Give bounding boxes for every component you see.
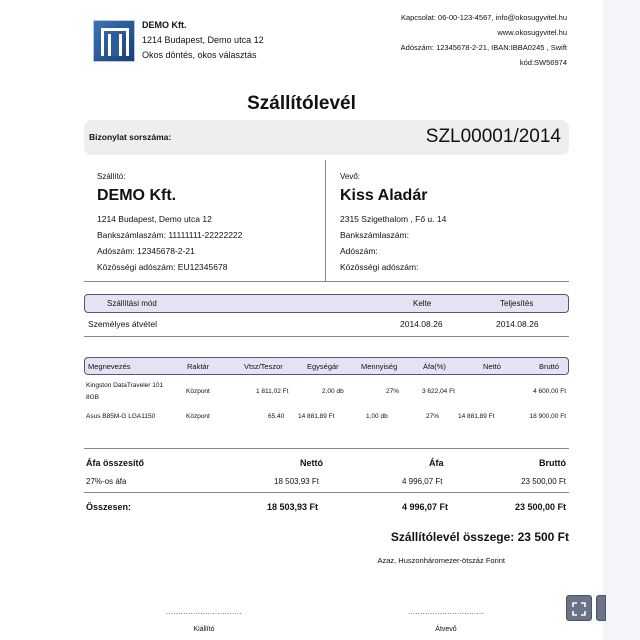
fit-page-icon[interactable] bbox=[566, 595, 592, 621]
col-header: Vtsz/Teszor bbox=[244, 362, 283, 371]
buyer-heading: Vevő: bbox=[340, 172, 361, 181]
website-line: www.okosugyvitel.hu bbox=[497, 28, 567, 37]
vat-row-net: 18 503,93 Ft bbox=[274, 477, 319, 486]
item-warehouse: Központ bbox=[186, 388, 210, 395]
total-gross: 23 500,00 Ft bbox=[514, 502, 566, 512]
col-header: Raktár bbox=[187, 362, 210, 371]
item-name: Asus B85M-G LGA1150 bbox=[86, 413, 156, 420]
signature-receiver-label: Átvevő bbox=[435, 626, 457, 633]
amount-in-words: Azaz, Huszonháromezer-ötszáz Forint bbox=[377, 556, 505, 565]
col-header: Megnevezés bbox=[88, 362, 131, 371]
buyer-eu-tax: Közösségi adószám: bbox=[340, 262, 419, 272]
item-unit-price: 1 811,02 Ft bbox=[256, 388, 289, 395]
item-name: Kingston DataTraveler 101 bbox=[86, 382, 164, 389]
supplier-bank: Bankszámlaszám: 11111111-22222222 bbox=[97, 230, 243, 240]
col-header: Áfa(%) bbox=[423, 362, 446, 371]
tax-line: Adószám: 12345678-2-21, IBAN:IBBA0245 , Swift bbox=[400, 43, 567, 52]
shipping-mode: Személyes átvétel bbox=[88, 319, 157, 329]
col-header: Egységár bbox=[307, 362, 339, 371]
supplier-eu-tax: Közösségi adószám: EU12345678 bbox=[97, 262, 228, 272]
item-gross: 4 600,00 Ft bbox=[533, 388, 566, 395]
vat-row-vat: 4 996,07 Ft bbox=[402, 477, 443, 486]
company-address: 1214 Budapest, Demo utca 12 bbox=[142, 35, 264, 45]
company-slogan: Okos döntés, okos választás bbox=[142, 50, 257, 60]
item-unit-price: 14 881,89 Ft bbox=[298, 413, 335, 420]
vat-summary-row bbox=[84, 477, 569, 489]
col-header: Mennyiség bbox=[361, 362, 398, 371]
parties-section bbox=[84, 160, 569, 282]
side-panel-icon[interactable] bbox=[596, 595, 606, 621]
document-title: Szállítólevél bbox=[247, 93, 356, 114]
contact-line: Kapcsolat: 06-00-123-4567, info@okosugyvitel.hu bbox=[400, 13, 567, 22]
company-logo bbox=[93, 20, 135, 62]
total-vat: 4 996,07 Ft bbox=[402, 502, 449, 512]
supplier-heading: Szállító: bbox=[97, 172, 126, 181]
vat-total-row bbox=[84, 502, 569, 516]
shipping-date-header: Kelte bbox=[413, 299, 432, 308]
item-net: 3 622,04 Ft bbox=[422, 388, 455, 395]
vat-row-label: 27%-os áfa bbox=[86, 477, 127, 486]
items-header bbox=[84, 357, 569, 375]
item-vat-pct: 27% bbox=[426, 413, 440, 420]
item-net: 14 881,89 Ft bbox=[458, 413, 495, 420]
signature-receiver bbox=[396, 609, 496, 633]
buyer-tax: Adószám: bbox=[340, 246, 378, 256]
item-name-2: 8GB bbox=[86, 394, 100, 401]
total-label: Összesen: bbox=[86, 502, 132, 512]
shipping-date: 2014.08.26 bbox=[400, 319, 443, 329]
shipping-mode-header: Szállítási mód bbox=[107, 299, 157, 308]
vat-row-gross: 23 500,00 Ft bbox=[521, 477, 566, 486]
item-qty: 1,00 db bbox=[366, 413, 388, 420]
supplier-name: DEMO Kft. bbox=[97, 187, 177, 204]
buyer-name: Kiss Aladár bbox=[340, 187, 428, 204]
buyer-address: 2315 Szigethalom , Fő u. 14 bbox=[340, 214, 447, 224]
item-vat-pct: 27% bbox=[386, 388, 400, 395]
signature-line: ............................... bbox=[408, 609, 484, 616]
total-net: 18 503,93 Ft bbox=[267, 502, 319, 512]
vat-net-header: Nettó bbox=[300, 458, 323, 468]
table-row bbox=[84, 413, 569, 425]
table-row bbox=[84, 382, 569, 406]
supplier-tax: Adószám: 12345678-2-21 bbox=[97, 246, 195, 256]
vat-summary-header bbox=[84, 458, 569, 472]
document-number-label: Bizonylat sorszáma: bbox=[89, 132, 172, 142]
company-block bbox=[142, 18, 264, 63]
item-qty: 2,00 db bbox=[322, 388, 344, 395]
vat-gross-header: Bruttó bbox=[539, 458, 566, 468]
item-warehouse: Központ bbox=[186, 413, 210, 420]
col-header: Bruttó bbox=[539, 362, 560, 371]
grand-total: Szállítólevél összege: 23 500 Ft bbox=[390, 530, 569, 544]
document-number: SZL00001/2014 bbox=[425, 126, 561, 147]
buyer-block bbox=[340, 172, 446, 275]
shipping-header bbox=[84, 294, 569, 313]
col-header: Nettó bbox=[483, 362, 501, 371]
shipping-fulfil-header: Teljesítés bbox=[500, 299, 534, 308]
supplier-address: 1214 Budapest, Demo utca 12 bbox=[97, 214, 212, 224]
supplier-block bbox=[97, 172, 242, 275]
item-vtsz: 65.40 bbox=[268, 413, 285, 420]
signature-line: ............................... bbox=[166, 609, 242, 616]
signature-issuer-label: Kiállító bbox=[193, 626, 215, 633]
signature-issuer bbox=[154, 609, 254, 633]
company-name: DEMO Kft. bbox=[142, 20, 187, 30]
buyer-bank: Bankszámlaszám: bbox=[340, 230, 409, 240]
shipping-fulfil: 2014.08.26 bbox=[496, 319, 539, 329]
contact-block bbox=[401, 10, 567, 70]
item-gross: 18 900,00 Ft bbox=[529, 413, 566, 420]
vat-vat-header: Áfa bbox=[429, 458, 444, 468]
vat-summary-title: Áfa összesítő bbox=[86, 458, 145, 468]
shipping-row bbox=[84, 315, 569, 333]
code-line: kód:SW56974 bbox=[519, 58, 567, 67]
document-number-box bbox=[84, 120, 569, 155]
viewer-side-strip bbox=[603, 0, 640, 640]
